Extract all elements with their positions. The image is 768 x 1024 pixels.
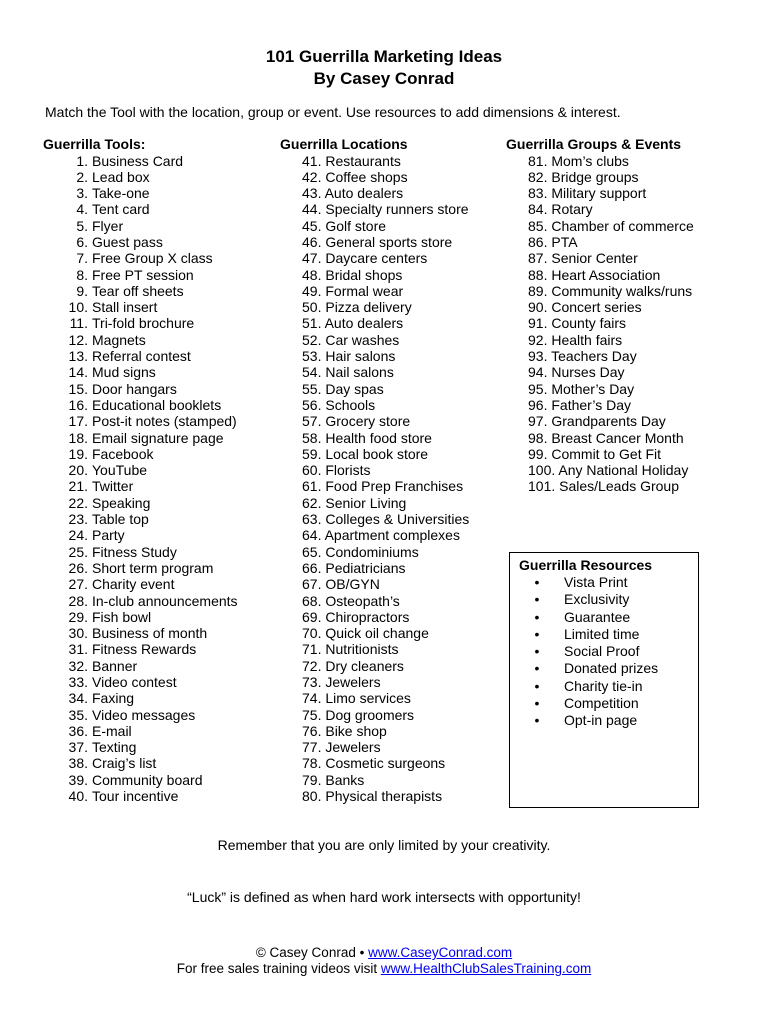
tool-number: 2. <box>76 168 88 185</box>
resource-item <box>510 695 698 712</box>
resource-item <box>510 678 698 695</box>
tool-number: 38. <box>68 755 88 772</box>
resources-box <box>509 552 699 808</box>
tool-number: 22. <box>68 494 88 511</box>
tool-number: 23. <box>68 511 88 528</box>
tool-item <box>43 283 238 299</box>
location-item: 51. Auto dealers <box>302 315 404 332</box>
tool-number: 12. <box>68 331 88 348</box>
tool-item <box>43 755 238 771</box>
group-event-item: 92. Health fairs <box>528 331 623 348</box>
location-item: 42. Coffee shops <box>302 168 408 185</box>
tool-label: Tent card <box>92 201 150 218</box>
tool-item <box>43 641 238 657</box>
tool-number: 36. <box>68 722 88 739</box>
tool-label: Post-it notes (stamped) <box>92 413 237 430</box>
tool-label: Flyer <box>92 217 124 234</box>
bullet-icon: • <box>534 695 540 712</box>
locations-column <box>280 136 469 804</box>
group-event-item: 88. Heart Association <box>528 266 661 283</box>
tool-label: Free Group X class <box>92 250 213 267</box>
tool-label: Video contest <box>92 674 177 690</box>
locations-list <box>280 153 469 805</box>
tool-label: Fitness Rewards <box>92 641 197 658</box>
location-item: 54. Nail salons <box>302 364 394 381</box>
location-item: 64. Apartment complexes <box>302 527 460 544</box>
resource-item <box>510 660 698 677</box>
group-event-item: 100. Any National Holiday <box>528 462 689 479</box>
tool-label: Mud signs <box>92 364 156 381</box>
tool-item <box>43 348 238 364</box>
tool-label: Business Card <box>92 152 184 169</box>
tool-number: 18. <box>68 429 88 446</box>
tool-item <box>43 772 238 788</box>
tool-number: 19. <box>68 445 88 462</box>
group-event-item: 83. Military support <box>528 185 647 202</box>
location-item: 70. Quick oil change <box>302 625 429 642</box>
tool-number: 34. <box>68 690 88 707</box>
tool-number: 21. <box>68 478 88 495</box>
tool-number: 24. <box>68 527 88 544</box>
tool-number: 17. <box>68 413 88 430</box>
tool-number: 33. <box>68 674 88 690</box>
tool-item <box>43 527 238 543</box>
group-event-item: 89. Community walks/runs <box>528 282 693 299</box>
resource-label: Charity tie-in <box>564 677 643 694</box>
instruction-text: Match the Tool with the location, group or event. Use resources to add dimensions & interest. <box>45 104 621 120</box>
tool-item <box>43 234 238 250</box>
tool-item <box>43 625 238 641</box>
location-item: 52. Car washes <box>302 331 400 348</box>
tools-heading: Guerrilla Tools: <box>43 136 146 152</box>
tool-item <box>43 250 238 266</box>
tool-label: Magnets <box>92 331 146 348</box>
tool-number: 16. <box>68 396 88 413</box>
remember-text: Remember that you are only limited by your creativity. <box>217 837 551 853</box>
resource-item <box>510 609 698 626</box>
resource-item <box>510 712 698 729</box>
tool-item <box>43 478 238 494</box>
tool-number: 14. <box>68 364 88 381</box>
bullet-icon: • <box>534 625 540 642</box>
tool-label: Take-one <box>92 185 150 202</box>
tool-item <box>43 609 238 625</box>
tool-number: 35. <box>68 706 88 723</box>
group-event-item: 95. Mother’s Day <box>528 380 635 397</box>
location-item: 49. Formal wear <box>302 282 404 299</box>
tool-item <box>43 381 238 397</box>
tool-label: Educational booklets <box>92 396 222 413</box>
group-event-item: 84. Rotary <box>528 201 593 218</box>
tool-item <box>43 364 238 380</box>
tool-number: 7. <box>76 250 88 267</box>
tool-item <box>43 153 238 169</box>
tool-number: 11. <box>69 315 88 332</box>
group-event-item: 91. County fairs <box>528 315 627 332</box>
location-item: 74. Limo services <box>302 690 411 707</box>
tool-label: Stall insert <box>92 299 158 316</box>
footer-line-2 <box>0 961 768 977</box>
location-item: 65. Condominiums <box>302 543 419 560</box>
location-item: 41. Restaurants <box>302 152 401 169</box>
tool-label: Tri-fold brochure <box>92 315 195 332</box>
group-event-item: 86. PTA <box>528 233 578 250</box>
tool-number: 26. <box>68 559 88 576</box>
tool-item <box>43 446 238 462</box>
locations-heading: Guerrilla Locations <box>280 136 408 152</box>
group-event-item: 82. Bridge groups <box>528 168 639 185</box>
bullet-icon: • <box>534 643 540 660</box>
location-item: 78. Cosmetic surgeons <box>302 755 446 772</box>
tool-number: 28. <box>68 592 88 609</box>
tool-number: 37. <box>68 739 88 756</box>
resources-list <box>510 574 698 730</box>
tool-label: Facebook <box>92 445 154 462</box>
groups-heading: Guerrilla Groups & Events <box>506 136 682 152</box>
tool-number: 30. <box>68 625 88 642</box>
tool-label: Email signature page <box>92 429 224 446</box>
tool-number: 10. <box>68 299 88 316</box>
tool-label: Tear off sheets <box>92 282 184 299</box>
tool-label: Door hangars <box>92 380 177 397</box>
tool-item <box>43 169 238 185</box>
tool-label: Twitter <box>92 478 134 495</box>
tools-list <box>43 153 238 805</box>
group-event-item: 98. Breast Cancer Month <box>528 429 684 446</box>
resource-label: Opt-in page <box>564 712 638 729</box>
tool-item <box>43 315 238 331</box>
groups-list <box>506 153 694 495</box>
tool-number: 8. <box>76 266 88 283</box>
tool-number: 27. <box>68 576 88 593</box>
group-event-item: 85. Chamber of commerce <box>528 217 694 234</box>
footer-line-1 <box>0 945 768 961</box>
tool-item <box>43 511 238 527</box>
resource-label: Guarantee <box>564 608 631 625</box>
copyright-text: © Casey Conrad • <box>255 945 365 960</box>
resource-item <box>510 643 698 660</box>
location-item: 59. Local book store <box>302 445 429 462</box>
resource-label: Donated prizes <box>564 660 659 677</box>
location-item: 55. Day spas <box>302 380 384 397</box>
tool-number: 25. <box>68 543 88 560</box>
tool-number: 39. <box>68 771 88 788</box>
tool-number: 6. <box>76 233 88 250</box>
group-event-item: 90. Concert series <box>528 299 642 316</box>
resource-item <box>510 626 698 643</box>
location-item: 80. Physical therapists <box>302 788 443 805</box>
tool-item <box>43 299 238 315</box>
resource-label: Exclusivity <box>564 591 630 608</box>
resources-heading: Guerrilla Resources <box>519 557 653 573</box>
casey-conrad-link[interactable]: www.CaseyConrad.com <box>368 945 513 960</box>
group-event-item: 94. Nurses Day <box>528 364 625 381</box>
tool-item <box>43 332 238 348</box>
resource-item <box>510 591 698 608</box>
tool-item <box>43 576 238 592</box>
tool-label: Short term program <box>92 559 214 576</box>
location-item: 71. Nutritionists <box>302 641 399 658</box>
location-item: 61. Food Prep Franchises <box>302 478 464 495</box>
tool-label: Speaking <box>92 494 151 511</box>
tool-number: 29. <box>68 608 88 625</box>
location-item: 45. Golf store <box>302 217 387 234</box>
location-item: 69. Chiropractors <box>302 608 410 625</box>
health-club-sales-training-link[interactable]: www.HealthClubSalesTraining.com <box>380 961 592 976</box>
location-item: 63. Colleges & Universities <box>302 511 470 528</box>
tool-label: Video messages <box>92 706 196 723</box>
tool-number: 5. <box>76 217 88 234</box>
group-event-item: 93. Teachers Day <box>528 348 637 365</box>
location-item: 53. Hair salons <box>302 348 396 365</box>
tool-number: 13. <box>68 348 88 365</box>
tool-item <box>43 674 238 690</box>
location-item: 46. General sports store <box>302 233 453 250</box>
location-item: 73. Jewelers <box>302 674 381 690</box>
tool-label: Party <box>92 527 125 544</box>
tool-label: Free PT session <box>92 266 194 283</box>
location-item: 60. Florists <box>302 462 371 479</box>
location-item: 72. Dry cleaners <box>302 657 404 674</box>
location-item: 44. Specialty runners store <box>302 201 469 218</box>
location-item: 77. Jewelers <box>302 739 381 756</box>
bullet-icon: • <box>534 712 540 729</box>
resource-label: Social Proof <box>564 643 640 660</box>
tool-item <box>43 201 238 217</box>
tool-item <box>43 397 238 413</box>
tool-number: 4. <box>76 201 88 218</box>
resource-label: Vista Print <box>564 574 628 590</box>
title-line-2: By Casey Conrad <box>313 69 455 88</box>
group-event-item: 99. Commit to Get Fit <box>528 445 662 462</box>
group-event-item: 87. Senior Center <box>528 250 638 267</box>
tool-item <box>43 707 238 723</box>
location-item: 57. Grocery store <box>302 413 411 430</box>
group-event-item: 81. Mom’s clubs <box>528 152 629 169</box>
tool-label: Guest pass <box>92 233 163 250</box>
location-item: 48. Bridal shops <box>302 266 403 283</box>
location-item: 50. Pizza delivery <box>302 299 412 316</box>
bullet-icon: • <box>534 574 540 590</box>
tool-number: 31. <box>68 641 88 658</box>
location-item: 76. Bike shop <box>302 722 387 739</box>
tool-number: 1. <box>76 152 88 169</box>
tool-label: Business of month <box>92 625 208 642</box>
location-item: 67. OB/GYN <box>302 576 380 593</box>
tool-item <box>43 690 238 706</box>
tool-item <box>43 658 238 674</box>
tool-item <box>43 544 238 560</box>
tool-label: Fish bowl <box>92 608 152 625</box>
resource-label: Competition <box>564 695 639 712</box>
tool-item <box>43 560 238 576</box>
location-item: 66. Pediatricians <box>302 559 406 576</box>
tool-label: Lead box <box>92 168 150 185</box>
tool-label: E-mail <box>92 722 132 739</box>
bullet-icon: • <box>534 608 540 625</box>
tool-item <box>43 462 238 478</box>
tool-label: Referral contest <box>92 348 191 365</box>
bullet-icon: • <box>534 591 540 608</box>
tool-label: Tour incentive <box>92 788 179 805</box>
tool-item <box>43 430 238 446</box>
group-event-item: 97. Grandparents Day <box>528 413 666 430</box>
tool-number: 32. <box>68 657 88 674</box>
location-item: 62. Senior Living <box>302 494 407 511</box>
location-item: 79. Banks <box>302 771 365 788</box>
resource-label: Limited time <box>564 625 640 642</box>
tool-item <box>43 218 238 234</box>
tool-item <box>43 788 238 804</box>
tool-label: Faxing <box>92 690 135 707</box>
tool-number: 20. <box>68 462 88 479</box>
location-item: 47. Daycare centers <box>302 250 428 267</box>
tool-item <box>43 739 238 755</box>
bullet-icon: • <box>534 677 540 694</box>
tool-number: 9. <box>76 282 88 299</box>
tool-label: Fitness Study <box>92 543 177 560</box>
tools-column <box>43 136 238 804</box>
tool-label: Charity event <box>92 576 175 593</box>
tool-item <box>43 267 238 283</box>
tool-label: Texting <box>92 739 137 756</box>
tool-label: Table top <box>92 511 149 528</box>
luck-quote: “Luck” is defined as when hard work intersects with opportunity! <box>187 889 581 905</box>
group-event-item: 96. Father’s Day <box>528 396 631 413</box>
location-item: 58. Health food store <box>302 429 432 446</box>
tool-label: Community board <box>92 771 203 788</box>
tool-item <box>43 413 238 429</box>
tool-number: 40. <box>68 788 88 805</box>
tool-number: 15. <box>68 380 88 397</box>
tool-label: Banner <box>92 657 138 674</box>
location-item: 43. Auto dealers <box>302 185 404 202</box>
location-item: 68. Osteopath’s <box>302 592 400 609</box>
groups-column <box>506 136 694 495</box>
tool-item <box>43 723 238 739</box>
title-line-1: 101 Guerrilla Marketing Ideas <box>265 47 503 66</box>
tool-item <box>43 593 238 609</box>
tool-label: In-club announcements <box>92 592 238 609</box>
location-item: 56. Schools <box>302 396 376 413</box>
training-videos-text: For free sales training videos visit <box>176 961 378 976</box>
tool-label: YouTube <box>92 462 148 479</box>
resource-item <box>510 574 698 591</box>
location-item: 75. Dog groomers <box>302 706 415 723</box>
tool-item <box>43 495 238 511</box>
tool-label: Craig’s list <box>92 755 157 772</box>
bullet-icon: • <box>534 660 540 677</box>
tool-number: 3. <box>76 185 88 202</box>
document-title <box>0 46 768 90</box>
group-event-item: 101. Sales/Leads Group <box>528 478 679 495</box>
tool-item <box>43 185 238 201</box>
